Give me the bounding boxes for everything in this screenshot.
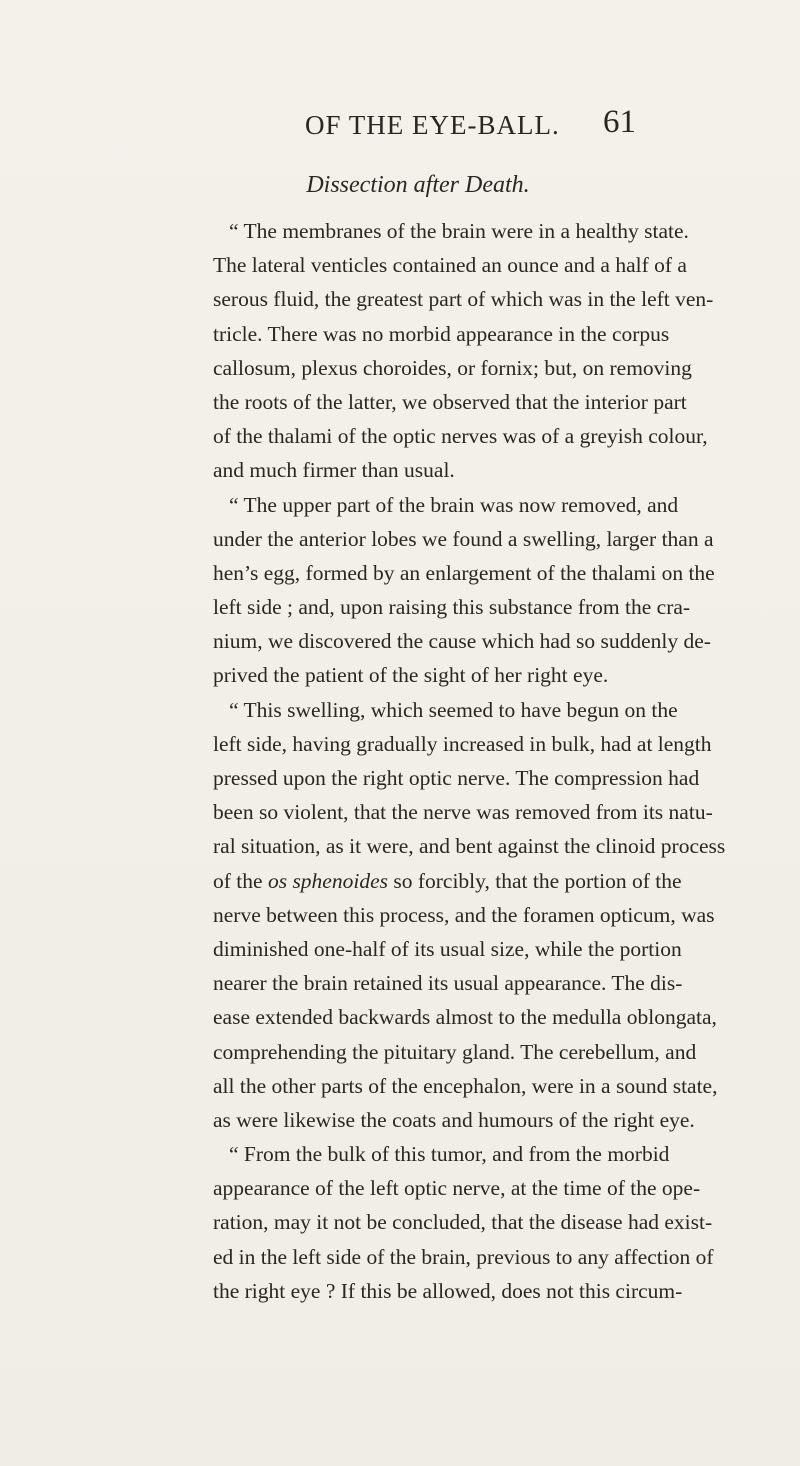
text-line: ease extended backwards almost to the medulla oblongata,: [213, 1005, 717, 1030]
text-line: The lateral venticles contained an ounce and a half of a: [213, 253, 687, 278]
running-head-title: OF THE EYE-BALL.: [305, 110, 560, 140]
text-line: ral situation, as it were, and bent against the clinoid process: [213, 834, 726, 859]
italic-term: sphenoides: [292, 868, 388, 893]
italic-term: os: [267, 868, 288, 893]
text-line: appearance of the left optic nerve, at the time of the ope-: [213, 1176, 701, 1201]
text-fragment: of the: [213, 868, 268, 893]
text-line: and much firmer than usual.: [213, 458, 455, 483]
text-line: under the anterior lobes we found a swelling, larger than a: [213, 526, 714, 551]
body-text: [213, 214, 726, 1308]
text-line: been so violent, that the nerve was removed from its natu-: [213, 800, 713, 825]
text-line: nerve between this process, and the foramen opticum, was: [213, 902, 715, 927]
text-line: comprehending the pituitary gland. The cerebellum, and: [213, 1039, 697, 1064]
text-line: “ This swelling, which seemed to have begun on the: [229, 697, 678, 722]
text-line: prived the patient of the sight of her right eye.: [213, 663, 609, 688]
text-line: pressed upon the right optic nerve. The compression had: [213, 766, 700, 790]
text-line: nium, we discovered the cause which had so suddenly de-: [213, 629, 711, 654]
text-fragment: so forcibly, that the portion of the: [387, 868, 682, 893]
running-head: [0, 104, 800, 150]
text-line: all the other parts of the encephalon, were in a sound state,: [213, 1073, 718, 1098]
text-line: as were likewise the coats and humours of the right eye.: [213, 1107, 695, 1132]
text-line: serous fluid, the greatest part of which was in the left ven-: [213, 287, 714, 312]
text-line: left side, having gradually increased in bulk, had at length: [213, 731, 712, 756]
text-line: ed in the left side of the brain, previous to any affection of: [213, 1244, 714, 1269]
text-line: the roots of the latter, we observed that the interior part: [213, 389, 687, 414]
page-number: 61: [603, 104, 636, 140]
text-line: ration, may it not be concluded, that the disease had exist-: [213, 1210, 713, 1235]
text-line: left side ; and, upon raising this substance from the cra-: [213, 595, 691, 620]
text-line: “ The membranes of the brain were in a healthy state.: [229, 219, 689, 243]
text-line: of the thalami of the optic nerves was of a greyish colour,: [213, 424, 708, 449]
text-line: “ From the bulk of this tumor, and from the morbid: [229, 1142, 670, 1167]
text-line: diminished one-half of its usual size, while the portion: [213, 936, 682, 961]
text-line: tricle. There was no morbid appearance in the corpus: [213, 321, 670, 346]
text-line: nearer the brain retained its usual appearance. The dis-: [213, 971, 683, 996]
text-line-mixed: [213, 864, 682, 898]
text-line: hen’s egg, formed by an enlargement of the thalami on the: [213, 560, 715, 585]
text-line: “ The upper part of the brain was now removed, and: [229, 492, 679, 517]
text-line: callosum, plexus choroides, or fornix; but, on removing: [213, 355, 692, 380]
section-heading: Dissection after Death.: [306, 172, 530, 198]
text-line: the right eye ? If this be allowed, does not this circum-: [213, 1278, 683, 1303]
